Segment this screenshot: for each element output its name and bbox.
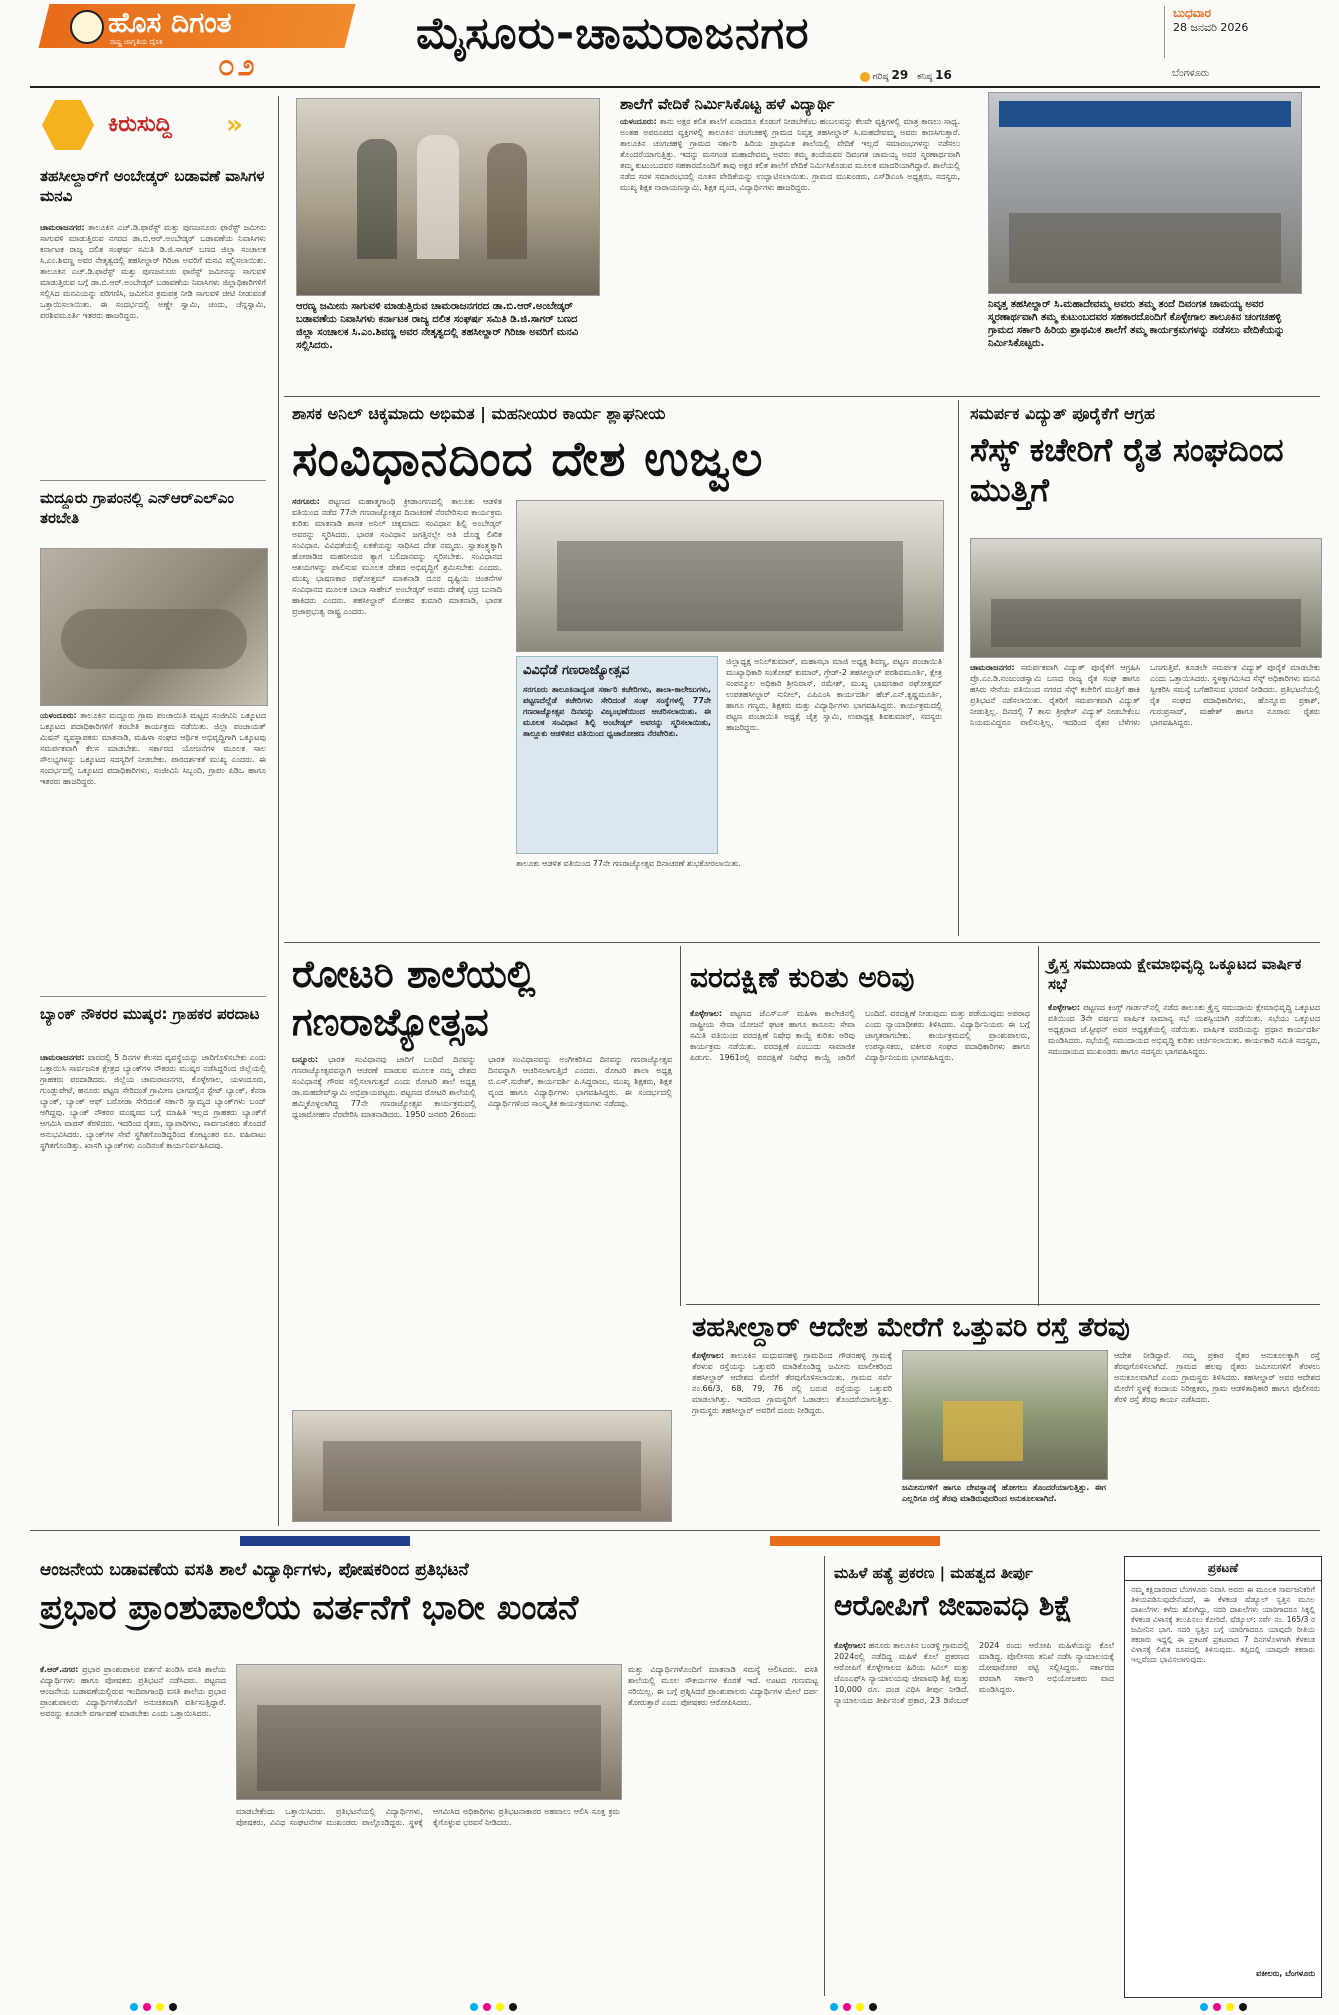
kirusuddi-1-text: ತಾಲೂಕಿನ ಎಚ್.ಡಿ.ಫಾರೆಸ್ಟ್ ಮತ್ತು ಪುಣಜನೂರು ಫಾರೆಸ್ಟ್ ಜಮೀನು ಸಾಗುವಳಿ ಮಾಡುತ್ತಿರುವ ನಗರದ ಡಾ.ಬಿ.ಆರ್.ಅಂಬೇಡ್ಕರ್ ಬಡಾವಣೆಯ ನಿವಾಸಿಗಳು ಕರ್ನಾಟಕ ರಾಜ್ಯ ದಲಿತ ಸಂಘರ್ಷ ಸಮಿತಿ ಡಿ.ಜಿ.ಸಾಗರ್ ಬಣದ ಜಿಲ್ಲಾ ಸಂಚಾಲಕ ಸಿ.ಎಂ.ಶಿವಣ್ಣ ಅವರ ನೇತೃತ್ವದಲ್ಲಿ ತಹಸೀಲ್ದಾರ್ ಗಿರಿಜಾ ಅವರಿಗೆ ಮನವಿ ಸಲ್ಲಿಸಲಾಯಿತು. ತಾಲೂಕಿನ ಎಚ್.ಡಿ.ಫಾರೆಸ್ಟ್ ಮತ್ತು ಪುಣಜನೂರು ಫಾರೆಸ್ಟ್ ಜಮೀನನ್ನು ಸಾಗುವಳಿ ಮಾಡುತ್ತಿರುವ ಬಗ್ಗೆ ಡಾ.ಬಿ.ಆರ್.ಅಂಬೇಡ್ಕರ್ ಬಡಾವಣೆಯ ನಿವಾಸಿಗಳು ಜಿಲ್ಲಾಧಿಕಾರಿಗಳಿಗೆ ಸಲ್ಲಿಸಿದ ಮನವಿಯನ್ನು ಪರಿಗಣಿಸಿ, ಜಮೀನಿನ ಕ್ರಮಪತ್ರ ನೀಡಿ ಸಾಗುವಳಿ ಚೀಟಿ ನೀಡುವಂತೆ ಒತ್ತಾಯಿಸಲಾಯಿತು. ಈ ಸಂದರ್ಭದಲ್ಲಿ ಅಣ್ಣೇ ಸ್ವಾಮಿ, ಚಂದು, ಚೆನ್ನಸ್ವಾಮಿ, ಪರಶಿವಮೂರ್ತಿ ಇತರರು ಹಾಜರಿದ್ದರು. bbox=[40, 223, 266, 320]
kraista-place: ಕೊಳ್ಳೇಗಾಲ: bbox=[1048, 1003, 1081, 1012]
kraista-head: ಕ್ರೈಸ್ತ ಸಮುದಾಯ ಕ್ಷೇಮಾಭಿವೃದ್ಧಿ ಒಕ್ಕೂಟದ ವಾರ್ಷಿಕ ಸಭೆ bbox=[1048, 955, 1302, 993]
road-clearance-photo bbox=[902, 1350, 1108, 1480]
samvidhana-place: ಸರಗೂರು: bbox=[292, 497, 320, 506]
registration-marks bbox=[470, 1996, 530, 2006]
sun-icon bbox=[860, 72, 870, 82]
samvidhana-head: ಸಂವಿಧಾನದಿಂದ ದೇಶ ಉಜ್ವಲ bbox=[292, 431, 764, 487]
rotary-photo bbox=[292, 1410, 672, 1522]
cess-place: ಚಾಮರಾಜನಗರ: bbox=[970, 663, 1015, 672]
prabhara-body2: ಮಾಡಬೇಕೆಂದು ಒತ್ತಾಯಿಸಿದರು. ಪ್ರತಿಭಟನೆಯಲ್ಲಿ ವಿದ್ಯಾರ್ಥಿಗಳು, ಪೋಷಕರು, ವಿವಿಧ ಸಂಘಟನೆಗಳ ಮುಖಂಡರು ಪಾಲ್ಗೊಂಡಿದ್ದರು. ಸ್ಥಳಕ್ಕೆ ಆಗಮಿಸಿದ ಅಧಿಕಾರಿಗಳು ಪ್ರತಿಭಟನಾಕಾರರ ಅಹವಾಲು ಆಲಿಸಿ ಸೂಕ್ತ ಕ್ರಮ ಕೈಗೊಳ್ಳುವ ಭರವಸೆ ನೀಡಿದರು. bbox=[236, 1807, 620, 1827]
rotary-body bbox=[292, 1054, 672, 1404]
column-rule bbox=[824, 1556, 825, 1996]
mahila-body bbox=[834, 1640, 1114, 1996]
edition-title: ಮೈಸೂರು-ಚಾಮರಾಜನಗರ bbox=[416, 8, 810, 59]
kirusuddi-2-head: ಮದ್ದೂರು ಗ್ರಾಪಂನಲ್ಲಿ ಎನ್‌ಆರ್‌ಎಲ್‌ಎಂ ತರಬೇತಿ bbox=[40, 489, 235, 527]
accent-bar-orange bbox=[770, 1536, 940, 1546]
page-number: ೦೨ bbox=[218, 48, 258, 83]
memo-photo bbox=[296, 98, 600, 296]
shale-body bbox=[620, 116, 960, 390]
republic-day-box-body: ಸರಗೂರು ತಾಲೂಕಿನಾದ್ಯಂತ ಸರ್ಕಾರಿ ಕಚೇರಿಗಳು, ಶಾಲಾ-ಕಾಲೇಜುಗಳು, ಪಟ್ಟಣದೆಲ್ಲೆಡೆ ಕಚೇರಿಗಳು ಸೇರಿದಂತೆ ಸಂಘ ಸಂಸ್ಥೆಗಳಲ್ಲಿ 77ನೇ ಗಣರಾಜ್ಯೋತ್ಸವ ದಿನವನ್ನು ವಿಜೃಂಭಣೆಯಿಂದ ಆಚರಿಸಲಾಯಿತು. ಈ ಮೂಲಕ ಸಂವಿಧಾನ ಶಿಲ್ಪಿ ಅಂಬೇಡ್ಕರ್ ಅವರನ್ನು ಸ್ಮರಿಸಲಾಯಿತು, ತಾಲ್ಲೂಕು ಆಡಳಿತದ ವತಿಯಿಂದ ಧ್ವಜಾರೋಹಣ ನೆರವೇರಿತು. bbox=[523, 685, 711, 738]
kirusuddi-1-body bbox=[40, 222, 266, 472]
day: ಬುಧವಾರ bbox=[1173, 6, 1211, 20]
kirusuddi-3-place: ಚಾಮರಾಜನಗರ: bbox=[40, 1053, 85, 1062]
tahasildar-place: ಕೊಳ್ಳೇಗಾಲ: bbox=[692, 1351, 725, 1360]
cess-text: ಸಮರ್ಪಕವಾಗಿ ವಿದ್ಯುತ್ ಪೂರೈಕೆಗೆ ಆಗ್ರಹಿಸಿ ಪ್ರೊ.ಎಂ.ಡಿ.ನಂಜುಂಡಸ್ವಾಮಿ ಬಣದ ರಾಜ್ಯ ರೈತ ಸಂಘ ಹಾಗೂ ಹಸಿರು ಸೇನೆಯ ವತಿಯಿಂದ ನಗರದ ಸೆಸ್ಕ್ ಕಚೇರಿಗೆ ಮುತ್ತಿಗೆ ಹಾಕಿ ಪ್ರತಿಭಟನೆ ನಡೆಸಲಾಯಿತು. ರೈತರಿಗೆ ಸಮರ್ಪಕವಾಗಿ ವಿದ್ಯುತ್ ನೀಡುತ್ತಿಲ್ಲ. ದಿನದಲ್ಲಿ 7 ತಾಸು ತ್ರೀಫೇಸ್ ವಿದ್ಯುತ್ ನೀಡಬೇಕೆಂಬ ನಿಯಮವಿದ್ದರೂ ಪಾಲಿಸುತ್ತಿಲ್ಲ. ಇದರಿಂದ ರೈತರ ಬೆಳೆಗಳು ಒಣಗುತ್ತಿವೆ. ಕೂಡಲೇ ಸಮರ್ಪಕ ವಿದ್ಯುತ್ ಪೂರೈಕೆ ಮಾಡಬೇಕು ಎಂದು ಒತ್ತಾಯಿಸಿದರು. ಸ್ಥಳಕ್ಕಾಗಮಿಸಿದ ಸೆಸ್ಕ್ ಅಧಿಕಾರಿಗಳು ಮನವಿ ಸ್ವೀಕರಿಸಿ ಸಮಸ್ಯೆ ಬಗೆಹರಿಸುವ ಭರವಸೆ ನೀಡಿದರು. ಪ್ರತಿಭಟನೆಯಲ್ಲಿ ರೈತ ಸಂಘದ ಪದಾಧಿಕಾರಿಗಳು, ಹೊನ್ನೂರು ಪ್ರಕಾಶ್, ಗುರುಪ್ರಸಾದ್, ಮಹೇಶ್ ಹಾಗೂ ನೂರಾರು ರೈತರು ಭಾಗವಹಿಸಿದ್ದರು. bbox=[970, 663, 1320, 727]
tahasildar-text1: ತಾಲೂಕಿನ ಮಧುವನಹಳ್ಳಿ ಗ್ರಾಮದಿಂದ ಗೌಡನಹಳ್ಳಿ ಗ್ರಾಮಕ್ಕೆ ತೆರಳುವ ರಸ್ತೆಯನ್ನು ಒತ್ತುವರಿ ಮಾಡಿಕೊಂಡಿದ್ದ ಜಮೀನು ಮಾಲೀಕರಿಂದ ತಹಸೀಲ್ದಾರ್ ಆದೇಶದ ಮೇರೆಗೆ ತೆರವುಗೊಳಿಸಲಾಯಿತು. ಗ್ರಾಮದ ಸರ್ವೆ ನಂ.66/3, 68, 79, 76 ರಲ್ಲಿ ಬರುವ ರಸ್ತೆಯನ್ನು ಒತ್ತುವರಿ ಮಾಡಲಾಗಿತ್ತು. ಇದರಿಂದ ಗ್ರಾಮಸ್ಥರಿಗೆ ಓಡಾಡಲು ತೊಂದರೆಯಾಗುತ್ತಿತ್ತು. ಗ್ರಾಮಸ್ಥರು ತಹಸೀಲ್ದಾರ್ ಅವರಿಗೆ ದೂರು ನೀಡಿದ್ದರು. bbox=[692, 1351, 892, 1415]
prabhara-kicker: ಆಂಜನೇಯ ಬಡಾವಣೆಯ ವಸತಿ ಶಾಲೆ ವಿದ್ಯಾರ್ಥಿಗಳು, ಪೋಷಕರಿಂದ ಪ್ರತಿಭಟನೆ bbox=[40, 1560, 469, 1580]
republic-day-box-title: ವಿವಿಧೆಡೆ ಗಣರಾಜ್ಯೋತ್ಸವ bbox=[523, 663, 630, 678]
kirusuddi-3-head: ಬ್ಯಾಂಕ್ ನೌಕರರ ಮುಷ್ಕರ: ಗ್ರಾಹಕರ ಪರದಾಟ bbox=[40, 1005, 260, 1023]
kirusuddi-2-place: ಯಳಂದೂರು: bbox=[40, 711, 77, 720]
samvidhana-body1 bbox=[292, 496, 502, 936]
varadakshine-text: ಪಟ್ಟಣದ ಜೆಎಸ್‌ಎಸ್ ಮಹಿಳಾ ಕಾಲೇಜಿನಲ್ಲಿ ರಾಷ್ಟ್ರೀಯ ಸೇವಾ ಯೋಜನೆ ಘಟಕ ಹಾಗೂ ಕಾನೂನು ಸೇವಾ ಸಮಿತಿ ವತಿಯಿಂದ ವರದಕ್ಷಿಣೆ ನಿಷೇಧ ಕಾಯ್ದೆ ಕುರಿತು ಅರಿವು ಕಾರ್ಯಕ್ರಮ ನಡೆಯಿತು. ವರದಕ್ಷಿಣೆ ಎಂಬುದು ಸಾಮಾಜಿಕ ಪಿಡುಗು. 1961ರಲ್ಲಿ ವರದಕ್ಷಿಣೆ ನಿಷೇಧ ಕಾಯ್ದೆ ಜಾರಿಗೆ ಬಂದಿದೆ. ವರದಕ್ಷಿಣೆ ನೀಡುವುದು ಮತ್ತು ಪಡೆಯುವುದು ಅಪರಾಧ ಎಂದು ನ್ಯಾಯಾಧೀಶರು ತಿಳಿಸಿದರು. ವಿದ್ಯಾರ್ಥಿನಿಯರು ಈ ಬಗ್ಗೆ ಜಾಗೃತರಾಗಬೇಕು. ಕಾರ್ಯಕ್ರಮದಲ್ಲಿ ಪ್ರಾಂಶುಪಾಲರು, ಉಪನ್ಯಾಸಕರು, ವಕೀಲರ ಸಂಘದ ಪದಾಧಿಕಾರಿಗಳು ಹಾಗೂ ವಿದ್ಯಾರ್ಥಿನಿಯರು ಭಾಗವಹಿಸಿದ್ದರು. bbox=[690, 1009, 1030, 1062]
shale-place: ಯಳಂದೂರು: bbox=[620, 117, 657, 126]
section-rule bbox=[686, 1304, 1320, 1305]
prabhara-body1 bbox=[40, 1664, 226, 1994]
samvidhana-body2: ಜಿಲ್ಲಾಧ್ಯಕ್ಷ ಅನಿಲ್‌ಕುಮಾರ್, ಮಹಾಸಭಾ ಮಾಜಿ ಅಧ್ಯಕ್ಷ ಶಿವಣ್ಣ, ಪಟ್ಟಣ ಪಂಚಾಯಿತಿ ಮುಖ್ಯಾಧಿಕಾರಿ ಸಂತೋಷ್ ಕುಮಾರ್, ಗ್ರೇಡ್-2 ತಹಸೀಲ್ದಾರ್ ಪರಶಿವಮೂರ್ತಿ, ಕ್ಷೇತ್ರ ಸಂಪನ್ಮೂಲ ಅಧಿಕಾರಿ ಶ್ರೀನಿವಾಸ್, ರಮೇಶ್, ಮುಖ್ಯ ಭಾಷಣಕಾರ ರಘೋತ್ತಮ್ ಉಪತಹಸೀಲ್ದಾರ್ ಸುನೀಲ್, ಎಪಿಎಂಸಿ ಕಾರ್ಯದರ್ಶಿ ಹೆಚ್.ಎನ್.ಕೃಷ್ಣಮೂರ್ತಿ, ಹಾಗೂ ಗಣ್ಯರು, ಶಿಕ್ಷಕರು ಮತ್ತು ವಿದ್ಯಾರ್ಥಿಗಳು ಭಾಗವಹಿಸಿದ್ದರು. ಕಾರ್ಯಕ್ರಮದಲ್ಲಿ ಪಟ್ಟಣ ಪಂಚಾಯಿತಿ ಅಧ್ಯಕ್ಷೆ ಚೈತ್ರ ಸ್ವಾಮಿ, ಉಪಾಧ್ಯಕ್ಷ ಶಿವಕುಮಾರ್, ಸದಸ್ಯರು ಹಾಜರಿದ್ದರು. bbox=[726, 657, 942, 732]
kraista-body bbox=[1048, 1002, 1320, 1298]
masthead-rule bbox=[30, 86, 1320, 88]
cess-head: ಸೆಸ್ಕ್ ಕಚೇರಿಗೆ ರೈತ ಸಂಘದಿಂದ ಮುತ್ತಿಗೆ bbox=[970, 431, 1284, 509]
rotary-place: ಬನ್ನೂರು: bbox=[292, 1055, 319, 1064]
kraista-text: ಪಟ್ಟಣದ ಕಿಂಗ್ಸ್ ಗಾರ್ಡನ್‌ನಲ್ಲಿ ನಡೆದ ತಾಲೂಕು ಕ್ರೈಸ್ತ ಸಮುದಾಯ ಕ್ಷೇಮಾಭಿವೃದ್ಧಿ ಒಕ್ಕೂಟದ ವತಿಯಿಂದ 3ನೇ ವರ್ಷದ ವಾರ್ಷಿಕ ಸಾಮಾನ್ಯ ಸಭೆ ಯಶಸ್ವಿಯಾಗಿ ನಡೆಯಿತು. ಸಭೆಯು ಒಕ್ಕೂಟದ ಅಧ್ಯಕ್ಷರಾದ ಜೆ.ಸ್ಟೀಫನ್ ಅವರ ಅಧ್ಯಕ್ಷತೆಯಲ್ಲಿ ನಡೆಯಿತು. ವಾರ್ಷಿಕ ವರದಿಯನ್ನು ಪ್ರಧಾನ ಕಾರ್ಯದರ್ಶಿ ಮಂಡಿಸಿದರು. ಸಭೆಯಲ್ಲಿ ಸಮುದಾಯದ ಅಭಿವೃದ್ಧಿ ಕುರಿತು ಚರ್ಚಿಸಲಾಯಿತು. ಕಾರ್ಯಕಾರಿ ಸಮಿತಿ ಸದಸ್ಯರು, ಸಮುದಾಯದ ಮುಖಂಡರು ಹಾಗೂ ಸದಸ್ಯರು ಭಾಗವಹಿಸಿದ್ದರು. bbox=[1048, 1003, 1320, 1056]
weather-min-label: ಕನಿಷ್ಠ bbox=[917, 72, 933, 82]
protest-photo bbox=[236, 1664, 622, 1800]
cess-body bbox=[970, 662, 1320, 934]
rotary-head: ರೋಟರಿ ಶಾಲೆಯಲ್ಲಿ ಗಣರಾಜ್ಯೋತ್ಸವ bbox=[292, 952, 536, 1044]
kirusuddi-3-text: ವಾರದಲ್ಲಿ 5 ದಿನಗಳ ಕೆಲಸದ ವ್ಯವಸ್ಥೆಯನ್ನು ಜಾರಿಗೊಳಿಸಬೇಕು ಎಂದು ಒತ್ತಾಯಿಸಿ ಸಾರ್ವಜನಿಕ ಕ್ಷೇತ್ರದ ಬ್ಯಾಂಕ್‌ಗಳ ನೌಕರರು ಮುಷ್ಕರ ನಡೆಸಿದ್ದರಿಂದ ಜಿಲ್ಲೆಯಲ್ಲಿ ಗ್ರಾಹಕರು ಪರದಾಡಿದರು. ಜಿಲ್ಲೆಯ ಚಾಮರಾಜನಗರ, ಕೊಳ್ಳೇಗಾಲ, ಯಳಂದೂರು, ಗುಂಡ್ಲುಪೇಟೆ, ಹನೂರು ಪಟ್ಟಣ ಸೇರಿದಂತೆ ಗ್ರಾಮೀಣ ಭಾಗದಲ್ಲಿನ ಸ್ಟೇಟ್ ಬ್ಯಾಂಕ್, ಕೆನರಾ ಬ್ಯಾಂಕ್, ಬ್ಯಾಂಕ್ ಆಫ್ ಬರೋಡಾ ಸೇರಿದಂತೆ ಸರ್ಕಾರಿ ಸ್ವಾಮ್ಯದ ಬ್ಯಾಂಕ್‌ಗಳು ಬಂದ್ ಆಗಿದ್ದವು. ಬ್ಯಾಂಕ್ ನೌಕರರ ಮುಷ್ಕರದ ಬಗ್ಗೆ ಮಾಹಿತಿ ಇಲ್ಲದ ಗ್ರಾಹಕರು ಬ್ಯಾಂಕ್‌ಗೆ ಆಗಮಿಸಿ ವಾಪಸ್ ತೆರಳಿದರು. ಇದರಿಂದ ರೈತರು, ವ್ಯಾಪಾರಿಗಳು, ಸಾರ್ವಜನಿಕರು ತೊಂದರೆ ಅನುಭವಿಸಿದರು. ಬ್ಯಾಂಕ್‌ಗಳ ಸೇವೆ ಸ್ಥಗಿತಗೊಂಡಿದ್ದರಿಂದ ಕೋಟ್ಯಂತರ ರೂ. ವಹಿವಾಟು ಸ್ಥಗಿತಗೊಂಡಿತ್ತು. ಖಾಸಗಿ ಬ್ಯಾಂಕ್‌ಗಳು ಎಂದಿನಂತೆ ಕಾರ್ಯನಿರ್ವಹಿಸಿದವು. bbox=[40, 1053, 266, 1150]
tahasildar-body1 bbox=[692, 1350, 892, 1526]
road-clearance-caption: ಜಮೀನುಗಳಿಗೆ ಹಾಗೂ ದೇವಸ್ಥಾನಕ್ಕೆ ಹೋಗಲು ತೊಂದರೆಯಾಗುತ್ತಿತ್ತು. ಈಗ ಎಲ್ಲರಿಗೂ ರಸ್ತೆ ತೆರವು ಮಾಡಿರುವುದರಿಂದ ಅನುಕೂಲವಾಗಿದೆ. bbox=[902, 1483, 1106, 1503]
registration-marks bbox=[130, 1996, 190, 2006]
registration-marks bbox=[830, 1996, 890, 2006]
column-rule bbox=[278, 96, 279, 1526]
prabhara-head: ಪ್ರಭಾರ ಪ್ರಾಂಶುಪಾಲೆಯ ವರ್ತನೆಗೆ ಭಾರೀ ಖಂಡನೆ bbox=[40, 1588, 579, 1628]
samvidhana-text1: ಪಟ್ಟಣದ ಮಹಾತ್ಮಗಾಂಧಿ ಕ್ರೀಡಾಂಗಣದಲ್ಲಿ ತಾಲೂಕು ಆಡಳಿತ ವತಿಯಿಂದ ನಡೆದ 77ನೇ ಗಣರಾಜ್ಯೋತ್ಸವ ದಿನಾಚರಣೆ ನೆರವೇರಿಸುವ ಕಾರ್ಯಕ್ರಮ ಕುರಿತು ಮಾತನಾಡಿ ಶಾಸಕ ಅನಿಲ್ ಚಿಕ್ಕಮಾದು ಸಂವಿಧಾನ ಶಿಲ್ಪಿ ಅಂಬೇಡ್ಕರ್ ಅವರನ್ನು ಸ್ಮರಿಸಿದರು. ಭಾರತ ಸಂವಿಧಾನ ಜಗತ್ತಿನಲ್ಲೇ ಅತಿ ದೊಡ್ಡ ಲಿಖಿತ ಸಂವಿಧಾನ. ವಿವಿಧತೆಯಲ್ಲಿ ಏಕತೆಯನ್ನು ಸಾಧಿಸಿದ ದೇಶ ನಮ್ಮದು. ಸ್ವಾತಂತ್ರ್ಯಕ್ಕಾಗಿ ಹೋರಾಡಿದ ಮಹನೀಯರ ತ್ಯಾಗ ಬಲಿದಾನವನ್ನು ಸ್ಮರಿಸಬೇಕು. ಸಂವಿಧಾನದ ಆಶಯಗಳನ್ನು ಪಾಲಿಸುವ ಮೂಲಕ ದೇಶದ ಅಭಿವೃದ್ಧಿಗೆ ಶ್ರಮಿಸಬೇಕು ಎಂದರು. ಮುಖ್ಯ ಭಾಷಣಕಾರ ರಘೋತ್ತಮ್ ಮಾತನಾಡಿ ದೂರ ದೃಷ್ಟಿಯ ಚಿಂತನೆಗಳ ಸಂವಿಧಾನದ ಮೂಲಕ ಬಾಬಾ ಸಾಹೇಬ್ ಅಂಬೇಡ್ಕರ್ ಅವರು ದೇಶಕ್ಕೆ ಭದ್ರ ಬುನಾದಿ ಹಾಕಿದರು ಎಂದರು. ತಹಸೀಲ್ದಾರ್ ಮೋಹನ ಕುಮಾರಿ ಮಾತನಾಡಿ, ಭಾರತ ಪ್ರಜಾಪ್ರಭುತ್ವ ರಾಷ್ಟ್ರ ಎಂದರು. bbox=[292, 497, 502, 616]
city: ಬೆಂಗಳೂರು bbox=[1172, 68, 1210, 79]
column-rule bbox=[680, 946, 681, 1306]
lamp-logo-icon bbox=[70, 10, 104, 44]
mahila-place: ಕೊಳ್ಳೇಗಾಲ: bbox=[834, 1641, 867, 1650]
samvidhana-photo-caption: ತಾಲೂಕು ಆಡಳಿತ ವತಿಯಿಂದ 77ನೇ ಗಣರಾಜ್ಯೋತ್ಸವ ದಿನಾಚರಣೆ ಶುಭಕೋರಲಾಯಿತು. bbox=[516, 859, 741, 868]
section-rule bbox=[284, 942, 1320, 943]
kirusuddi-1-place: ಚಾಮರಾಜನಗರ: bbox=[40, 223, 85, 232]
mahila-text: ಹನೂರು ತಾಲೂಕಿನ ಬಂಡಳ್ಳಿ ಗ್ರಾಮದಲ್ಲಿ 2024ರಲ್ಲಿ ನಡೆದಿದ್ದ ಮಹಿಳೆ ಕೊಲೆ ಪ್ರಕರಣದ ಆರೋಪಿಗೆ ಕೊಳ್ಳೇಗಾಲದ ಹಿರಿಯ ಸಿವಿಲ್ ಮತ್ತು ಜೆಎಂಎಫ್‌ಸಿ ನ್ಯಾಯಾಲಯವು ಜೀವಾವಧಿ ಶಿಕ್ಷೆ ಮತ್ತು 10,000 ರೂ. ದಂಡ ವಿಧಿಸಿ ತೀರ್ಪು ನೀಡಿದೆ. ನ್ಯಾಯಾಲಯದ ತೀರ್ಪಿನಂತೆ ಪ್ರಕಾರ, 23 ಡಿಸೆಂಬರ್ 2024 ರಂದು ಆರೋಪಿ ಮಹಿಳೆಯನ್ನು ಕೊಲೆ ಮಾಡಿದ್ದ. ಪೊಲೀಸರು ತನಿಖೆ ನಡೆಸಿ ನ್ಯಾಯಾಲಯಕ್ಕೆ ದೋಷಾರೋಪ ಪಟ್ಟಿ ಸಲ್ಲಿಸಿದ್ದರು. ಸರ್ಕಾರದ ಪರವಾಗಿ ಸರ್ಕಾರಿ ಅಭಿಯೋಜಕರು ವಾದ ಮಂಡಿಸಿದ್ದರು. bbox=[834, 1641, 1114, 1705]
tahasildar-body2: ಆದೇಶ ನೀಡಿದ್ದಾರೆ. ನಮ್ಮ ಪ್ರಕಾರ ರೈತರ ಅನುಕೂಲಕ್ಕಾಗಿ ರಸ್ತೆ ತೆರವುಗೊಳಿಸಲಾಗಿದೆ. ಗ್ರಾಮದ ಹಲವು ರೈತರು ಜಮೀನುಗಳಿಗೆ ತೆರಳಲು ಅನುಕೂಲವಾಗಿದೆ ಎಂದು ಗ್ರಾಮಸ್ಥರು ತಿಳಿಸಿದರು. ತಹಸೀಲ್ದಾರ್ ಅವರ ಆದೇಶದ ಮೇರೆಗೆ ಸ್ಥಳಕ್ಕೆ ಕಂದಾಯ ನಿರೀಕ್ಷಕರು, ಗ್ರಾಮ ಆಡಳಿತಾಧಿಕಾರಿ ಹಾಗೂ ಪೊಲೀಸರು ತೆರಳಿ ರಸ್ತೆ ತೆರವು ಕಾರ್ಯ ನಡೆಸಿದರು. bbox=[1114, 1351, 1320, 1404]
stage-photo bbox=[988, 92, 1302, 294]
accent-bar-blue bbox=[240, 1536, 410, 1546]
stage-photo-caption: ನಿವೃತ್ತ ತಹಸೀಲ್ದಾರ್ ಸಿ.ಮಹಾದೇವಮ್ಮ ಅವರು ತಮ್ಮ ತಂದೆ ದಿವಂಗತ ಚಾಮಯ್ಯ ಅವರ ಸ್ಮರಣಾರ್ಥವಾಗಿ ತಮ್ಮ ಕುಟುಂಬದವರ ಸಹಕಾರದೊಂದಿಗೆ ಕೊಳ್ಳೇಗಾಲ ತಾಲೂಕಿನ ಚಂಗಚಹಳ್ಳಿ ಗ್ರಾಮದ ಸರ್ಕಾರಿ ಹಿರಿಯ ಪ್ರಾಥಮಿಕ ಶಾಲೆಗೆ ತಮ್ಮ ಕಾರ್ಯಕ್ರಮಗಳನ್ನು ನಡೆಸಲು ವೇದಿಕೆಯನ್ನು ನಿರ್ಮಿಸಿಕೊಟ್ಟರು. bbox=[988, 299, 1285, 349]
section-rule bbox=[30, 1530, 1320, 1531]
varadakshine-body bbox=[690, 1008, 1030, 1298]
weather-max-label: ಗರಿಷ್ಠ bbox=[872, 72, 889, 82]
chevron-icon: » bbox=[226, 110, 243, 140]
prabhara-text1: ಪ್ರಭಾರ ಪ್ರಾಂಶುಪಾಲರ ವರ್ತನೆ ಖಂಡಿಸಿ ವಸತಿ ಶಾಲೆಯ ವಿದ್ಯಾರ್ಥಿಗಳು ಹಾಗೂ ಪೋಷಕರು ಪ್ರತಿಭಟನೆ ನಡೆಸಿದರು. ಪಟ್ಟಣದ ಆಂಜನೇಯ ಬಡಾವಣೆಯಲ್ಲಿರುವ ಇಂದಿರಾಗಾಂಧಿ ವಸತಿ ಶಾಲೆಯ ಪ್ರಭಾರ ಪ್ರಾಂಶುಪಾಲರು ವಿದ್ಯಾರ್ಥಿಗಳೊಂದಿಗೆ ಅನುಚಿತವಾಗಿ ವರ್ತಿಸುತ್ತಿದ್ದಾರೆ. ಅವರನ್ನು ಕೂಡಲೇ ವರ್ಗಾವಣೆ ಮಾಡಬೇಕು ಎಂದು ಒತ್ತಾಯಿಸಿದರು. bbox=[40, 1665, 226, 1718]
mahila-kicker: ಮಹಿಳೆ ಹತ್ಯೆ ಪ್ರಕರಣ | ಮಹತ್ವದ ತೀರ್ಪು bbox=[834, 1564, 1033, 1582]
kirusuddi-2-body bbox=[40, 710, 266, 980]
varadakshine-head: ವರದಕ್ಷಿಣೆ ಕುರಿತು ಅರಿವು bbox=[690, 961, 915, 994]
notice-title: ಪ್ರಕಟಣೆ bbox=[1125, 1557, 1321, 1581]
shale-text: ತಾನು ಅಕ್ಷರ ಕಲಿತ ಶಾಲೆಗೆ ಏನಾದರೂ ಕೊಡುಗೆ ನೀಡಬೇಕೆಂಬ ಹಂಬಲವನ್ನು ಕೆಲವೇ ವ್ಯಕ್ತಿಗಳಲ್ಲಿ ಮಾತ್ರ ಕಾಣಲು ಸಾಧ್ಯ. ಅಂತಹ ಅಪರೂಪದ ವ್ಯಕ್ತಿಗಳಲ್ಲಿ ತಾಲೂಕಿನ ಚಂಗಚಹಳ್ಳಿ ಗ್ರಾಮದ ನಿವೃತ್ತ ತಹಸೀಲ್ದಾರ್ ಸಿ.ಮಹದೇವಮ್ಮ ಅವರು ಕಾಣಸಿಗುತ್ತಾರೆ. ತಾಲೂಕಿನ ಚಂಗಚಹಳ್ಳಿ ಗ್ರಾಮದ ಸರ್ಕಾರಿ ಹಿರಿಯ ಪ್ರಾಥಮಿಕ ಶಾಲೆಯಲ್ಲಿ ವೇದಿಕೆ ಇಲ್ಲದೆ ಸಮಾರಂಭಗಳನ್ನು ನಡೆಸಲು ತೊಂದರೆಯಾಗುತ್ತಿತ್ತು. ಇದನ್ನು ಮನಗಂಡ ಮಹಾದೇವಮ್ಮ ಅವರು ತಮ್ಮ ತಂದೆಯವರ ದಿವಂಗತ ಚಾಮಯ್ಯ ಅವರ ಸ್ಮರಣಾರ್ಥವಾಗಿ ತಮ್ಮ ಕುಟುಂಬದವರ ಸಹಕಾರದೊಂದಿಗೆ ತಾವು ಅಕ್ಷರ ಕಲಿತ ಶಾಲೆಗೆ ವೇದಿಕೆ ನಿರ್ಮಿಸಿಕೊಡುವ ಮೂಲಕ ಮಾದರಿಯಾಗಿದ್ದಾರೆ. ಶಾಲೆಯಲ್ಲಿ ನಡೆದ ಸರಳ ಸಮಾರಂಭದಲ್ಲಿ ನೂತನ ವೇದಿಕೆಯನ್ನು ಉದ್ಘಾಟಿಸಲಾಯಿತು. ಗ್ರಾಮದ ಮುಖಂಡರು, ಎಸ್‌ಡಿಎಂಸಿ ಅಧ್ಯಕ್ಷರು, ಸದಸ್ಯರು, ಮುಖ್ಯ ಶಿಕ್ಷಕ ನಾರಾಯಣಸ್ವಾಮಿ, ಶಿಕ್ಷಕ ವೃಂದ, ವಿದ್ಯಾರ್ಥಿಗಳು ಹಾಜರಿದ್ದರು. bbox=[620, 117, 960, 192]
column-rule bbox=[958, 400, 959, 936]
cess-kicker: ಸಮರ್ಪಕ ವಿದ್ಯುತ್ ಪೂರೈಕೆಗೆ ಆಗ್ರಹ bbox=[970, 404, 1155, 423]
kirusuddi-badge bbox=[38, 96, 258, 154]
republic-day-box bbox=[516, 656, 718, 854]
tahasildar-head: ತಹಸೀಲ್ದಾರ್ ಆದೇಶ ಮೇರೆಗೆ ಒತ್ತುವರಿ ರಸ್ತೆ ತೆರವು bbox=[692, 1312, 1130, 1343]
hand-icon bbox=[42, 100, 94, 150]
samvidhana-kicker: ಶಾಸಕ ಅನಿಲ್ ಚಿಕ್ಕಮಾದು ಅಭಿಮತ | ಮಹನೀಯರ ಕಾರ್ಯ ಶ್ಲಾಘನೀಯ bbox=[292, 404, 666, 423]
kirusuddi-1-head: ತಹಸೀಲ್ದಾರ್‌ಗೆ ಅಂಬೇಡ್ಕರ್ ಬಡಾವಣೆ ವಾಸಿಗಳ ಮನವಿ bbox=[40, 167, 265, 205]
notice-sign: ವಕೀಲರು, ಬೆಂಗಳೂರು bbox=[1256, 1969, 1315, 1978]
logo-tagline: ರಾಷ್ಟ್ರ ಜಾಗೃತಿಯ ದೈನಿಕ bbox=[110, 38, 163, 46]
weather-max: 29 bbox=[891, 68, 909, 82]
weather-min: 16 bbox=[935, 68, 952, 82]
registration-marks bbox=[1200, 1996, 1260, 2006]
kirusuddi-3-body bbox=[40, 1052, 266, 1522]
kirusuddi-2-text: ತಾಲೂಕಿನ ಮದ್ದೂರು ಗ್ರಾಮ ಪಂಚಾಯಿತಿ ಮಟ್ಟದ ಸಂಜೀವಿನಿ ಒಕ್ಕೂಟದ ಒಕ್ಕೂಟದ ಪದಾಧಿಕಾರಿಗಳಿಗೆ ತರಬೇತಿ ಕಾರ್ಯಕ್ರಮ ನಡೆಯಿತು. ಜಿಲ್ಲಾ ಪಂಚಾಯತ್ ಮಿಷನ್ ವ್ಯವಸ್ಥಾಪಕರು ಮಾತನಾಡಿ, ಮಹಿಳಾ ಸಂಘದ ಆರ್ಥಿಕ ಅಭಿವೃದ್ಧಿಗಾಗಿ ಒಕ್ಕೂಟವು ಸಮರ್ಪಕವಾಗಿ ಕೆಲಸ ಮಾಡಬೇಕು. ಸರ್ಕಾರದ ಯೋಜನೆಗಳ ಮೂಲಕ ಸಾಲ ಸೌಲಭ್ಯಗಳನ್ನು ಒಕ್ಕೂಟದ ಸದಸ್ಯರಿಗೆ ನೀಡಬೇಕು. ಪಾರದರ್ಶಕತೆ ಮುಖ್ಯ ಎಂದರು. ಈ ಸಂದರ್ಭದಲ್ಲಿ ಒಕ್ಕೂಟದ ಪದಾಧಿಕಾರಿಗಳು, ಸಂಜೀವಿನಿ ಸಿಬ್ಬಂದಿ, ಗ್ರಾಪಂ ಪಿಡಿಒ ಹಾಗೂ ಇತರರು ಹಾಜರಿದ್ದರು. bbox=[40, 711, 266, 786]
prabhara-place: ಕೆ.ಆರ್.ನಗರ: bbox=[40, 1665, 79, 1674]
kirusuddi-label: ಕಿರುಸುದ್ದಿ bbox=[108, 112, 172, 137]
logo-text: ಹೊಸ ದಿಗಂತ bbox=[108, 6, 232, 39]
mahila-head: ಆರೋಪಿಗೆ ಜೀವಾವಧಿ ಶಿಕ್ಷೆ bbox=[834, 1589, 1073, 1622]
divider bbox=[40, 996, 266, 997]
prabhara-body3: ಮತ್ತು ವಿದ್ಯಾರ್ಥಿಗಳೊಂದಿಗೆ ಮಾತನಾಡಿ ಸಮಸ್ಯೆ ಆಲಿಸಿದರು. ವಸತಿ ಶಾಲೆಯಲ್ಲಿ ಮೂಲ ಸೌಕರ್ಯಗಳ ಕೊರತೆ ಇದೆ. ಊಟದ ಗುಣಮಟ್ಟ ಸರಿಯಿಲ್ಲ. ಈ ಬಗ್ಗೆ ಪ್ರಶ್ನಿಸಿದರೆ ಪ್ರಾಂಶುಪಾಲರು ವಿದ್ಯಾರ್ಥಿಗಳ ಮೇಲೆ ದರ್ಪ ತೋರುತ್ತಾರೆ ಎಂದು ಪೋಷಕರು ಆರೋಪಿಸಿದರು. bbox=[628, 1665, 818, 1707]
notice-box bbox=[1124, 1556, 1322, 1998]
date: 28 ಜನವರಿ 2026 bbox=[1173, 21, 1249, 34]
weather bbox=[860, 68, 1040, 84]
rotary-text: ಭಾರತ ಸಂವಿಧಾನವು ಜಾರಿಗೆ ಬಂದಿದೆ ದಿನವನ್ನು ಗಣರಾಜ್ಯೋತ್ಸವವನ್ನಾಗಿ ಆಚರಣೆ ಮಾಡುವ ಮೂಲಕ ನಮ್ಮ ದೇಶದ ಸಂವಿಧಾನಕ್ಕೆ ಗೌರವ ಸಲ್ಲಿಸಲಾಗುತ್ತದೆ ಎಂದು ರೋಟರಿ ಶಾಲೆ ಅಧ್ಯಕ್ಷ ಡಾ.ಮಹದೇವ್‌ಸ್ವಾಮಿ ಅಭಿಪ್ರಾಯಪಟ್ಟರು. ಪಟ್ಟಣದ ರೋಟರಿ ಶಾಲೆಯಲ್ಲಿ ಹಮ್ಮಿಕೊಳ್ಳಲಾಗಿದ್ದ 77ನೇ ಗಣರಾಜ್ಯೋತ್ಸವ ಕಾರ್ಯಕ್ರಮದಲ್ಲಿ ಧ್ವಜಾರೋಹಣ ನೆರವೇರಿಸಿ ಮಾತನಾಡಿದರು. 1950 ಜನವರಿ 26ರಂದು ಭಾರತ ಸಂವಿಧಾನವನ್ನು ಅಂಗೀಕರಿಸಿದ ದಿನವನ್ನು ಗಣರಾಜ್ಯೋತ್ಸವ ದಿನವನ್ನಾಗಿ ಆಚರಿಸಲಾಗುತ್ತಿದೆ ಎಂದರು. ರೋಟರಿ ಶಾಲಾ ಅಧ್ಯಕ್ಷ ಬಿ.ಎಸ್.ಸುರೇಶ್, ಕಾರ್ಯದರ್ಶಿ ಪಿ.ಸಿದ್ದರಾಜು, ಮುಖ್ಯ ಶಿಕ್ಷಕರು, ಶಿಕ್ಷಕ ವೃಂದ ಹಾಗೂ ವಿದ್ಯಾರ್ಥಿಗಳು ಭಾಗವಹಿಸಿದ್ದರು. ಈ ಸಂದರ್ಭದಲ್ಲಿ ವಿದ್ಯಾರ್ಥಿಗಳಿಂದ ಸಾಂಸ್ಕೃತಿಕ ಕಾರ್ಯಕ್ರಮಗಳು ನಡೆದವು. bbox=[292, 1055, 672, 1119]
republic-day-photo bbox=[516, 500, 944, 652]
column-rule bbox=[1038, 946, 1039, 1306]
shale-head: ಶಾಲೆಗೆ ವೇದಿಕೆ ನಿರ್ಮಿಸಿಕೊಟ್ಟ ಹಳೆ ವಿದ್ಯಾರ್ಥಿ bbox=[620, 95, 835, 113]
divider bbox=[40, 480, 266, 481]
section-rule bbox=[284, 396, 1320, 397]
date-block bbox=[1164, 6, 1333, 58]
memo-photo-caption: ಆರಣ್ಯ ಜಮೀನು ಸಾಗುವಳಿ ಮಾಡುತ್ತಿರುವ ಚಾಮರಾಜನಗರದ ಡಾ.ಬಿ.ಆರ್.ಅಂಬೇಡ್ಕರ್ ಬಡಾವಣೆಯ ನಿವಾಸಿಗಳು ಕರ್ನಾಟಕ ರಾಜ್ಯ ದಲಿತ ಸಂಘರ್ಷ ಸಮಿತಿ ಡಿ.ಜಿ.ಸಾಗರ್ ಬಣದ ಜಿಲ್ಲಾ ಸಂಚಾಲಕ ಸಿ.ಎಂ.ಶಿವಣ್ಣ ಅವರ ನೇತೃತ್ವದಲ್ಲಿ ತಹಸೀಲ್ದಾರ್ ಗಿರಿಜಾ ಅವರಿಗೆ ಮನವಿ ಸಲ್ಲಿಸಿದರು. bbox=[296, 301, 579, 351]
cess-protest-photo bbox=[970, 538, 1322, 658]
varadakshine-place: ಕೊಳ್ಳೇಗಾಲ: bbox=[690, 1009, 723, 1018]
training-photo bbox=[40, 548, 268, 706]
masthead bbox=[0, 0, 1339, 88]
notice-body: ನಮ್ಮ ಕಕ್ಷಿದಾರರಾದ ಬೆಂಗಳೂರು ನಿವಾಸಿ ಅವರು ಈ ಮೂಲಕ ಸಾರ್ವಜನಿಕರಿಗೆ ತಿಳಿಯಪಡಿಸುವುದೇನೆಂದರೆ, ಈ ಕೆಳಕಂಡ ಷೆಡ್ಯೂಲ್ ಸ್ವತ್ತಿನ ಮೂಲ ದಾಖಲೆಗಳು ಕಳೆದು ಹೋಗಿದ್ದು, ಸದರಿ ದಾಖಲೆಗಳು ಯಾರಿಗಾದರೂ ಸಿಕ್ಕಲ್ಲಿ ಕೆಳಕಂಡ ವಿಳಾಸಕ್ಕೆ ತಲುಪಿಸಲು ಕೋರಿದೆ. ಷೆಡ್ಯೂಲ್: ಸರ್ವೆ ನಂ. 165/3 ರ ಜಮೀನಿನ ಭಾಗ. ಸದರಿ ಸ್ವತ್ತಿನ ಬಗ್ಗೆ ಯಾರಿಗಾದರೂ ಯಾವುದೇ ರೀತಿಯ ತಕರಾರು ಇದ್ದಲ್ಲಿ ಈ ಪ್ರಕಟಣೆ ಪ್ರಕಟವಾದ 7 ದಿನಗಳೊಳಗಾಗಿ ಕೆಳಕಂಡ ವಿಳಾಸಕ್ಕೆ ಲಿಖಿತ ರೂಪದಲ್ಲಿ ತಿಳಿಸುವುದು. ತಪ್ಪಿದಲ್ಲಿ ಯಾವುದೇ ತಕರಾರು ಇಲ್ಲವೆಂದು ಭಾವಿಸಲಾಗುವುದು. bbox=[1131, 1585, 1315, 1664]
